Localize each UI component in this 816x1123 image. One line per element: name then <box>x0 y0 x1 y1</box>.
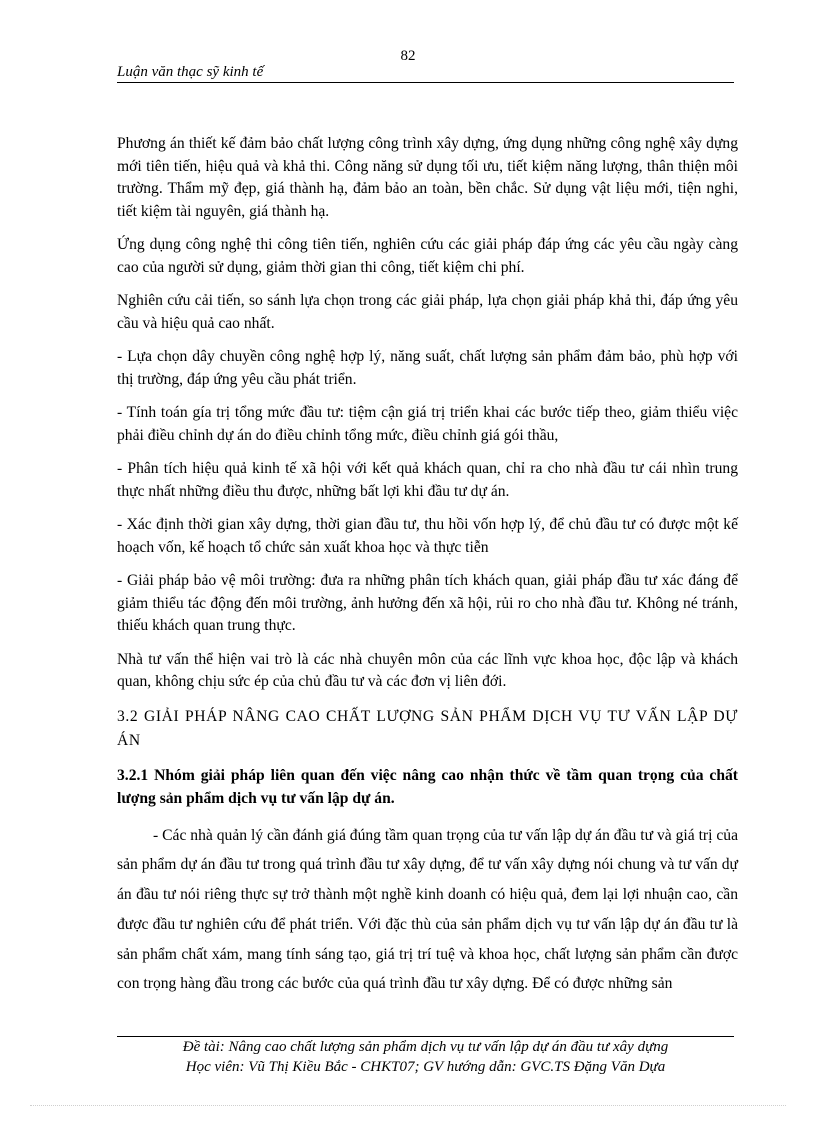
page-number: 82 <box>400 48 416 64</box>
paragraph-research-solutions: Nghiên cứu cải tiến, so sánh lựa chọn trong các giải pháp, lựa chọn giải pháp khả thi, đáp ứng yêu cầu và hiệu quả cao nhất. <box>117 292 738 332</box>
section-heading: 3.2 GIẢI PHÁP NÂNG CAO CHẤT LƯỢNG SẢN PHẨM DỊCH VỤ TƯ VẤN LẬP DỰ ÁN <box>117 707 738 749</box>
paragraph-construction-tech: Ứng dụng công nghệ thi công tiên tiến, nghiên cứu các giải pháp đáp ứng các yêu cầu ngày càng cao của người sử dụng, giảm thời gian thi công, tiết kiệm chi phí. <box>117 236 738 276</box>
paragraph-managers: - Các nhà quản lý cần đánh giá đúng tầm quan trọng của tư vấn lập dự án đầu tư và giá trị của sản phẩm dự án đầu tư trong quá trình đầu tư xây dựng, để tư vấn xây dựng nói chung và tư vấn dự án đầu tư nói riêng thực sự trở thành một nghề kinh doanh có hiệu quả, đem lại lợi nhuận cao, cần được đầu tư nghiên cứu để phát triển. Với đặc thù của sản phẩm dịch vụ tư vấn lập dự án đầu tư là sản phẩm chất xám, mang tính sáng tạo, giá trị trí tuệ và khoa học, chất lượng sản phẩm cần được con trọng hàng đầu trong các bước của quá trình đầu tư xây dựng. Để có được những sản <box>117 826 738 993</box>
paragraph-investment-value: - Tính toán gía trị tổng mức đầu tư: tiệm cận giá trị triển khai các bước tiếp theo, giảm thiểu việc phải điều chỉnh dự án do điều chỉnh tổng mức, điều chỉnh giá gói thầu, <box>117 404 738 444</box>
paragraph-tech-line: - Lựa chọn dây chuyền công nghệ hợp lý, năng suất, chất lượng sản phẩm đảm bảo, phù hợp với thị trường, đáp ứng yêu cầu phát triển. <box>117 348 738 388</box>
document-body <box>117 133 738 999</box>
paragraph-timeline: - Xác định thời gian xây dựng, thời gian đầu tư, thu hồi vốn hợp lý, để chủ đầu tư có được một kế hoạch vốn, kế hoạch tổ chức sản xuất khoa học và thực tiễn <box>117 516 738 556</box>
paragraph-design-plan: Phương án thiết kế đảm bảo chất lượng công trình xây dựng, ứng dụng những công nghệ xây dựng mới tiên tiến, hiệu quả và khả thi. Công năng sử dụng tối ưu, tiết kiệm năng lượng, thân thiện môi trường. Thẩm mỹ đẹp, giá thành hạ, đảm bảo an toàn, bền chắc. Sử dụng vật liệu mới, tiện nghi, tiết kiệm tài nguyên, giá thành hạ. <box>117 135 738 220</box>
paragraph-socioeconomic: - Phân tích hiệu quả kinh tế xã hội với kết quả khách quan, chỉ ra cho nhà đầu tư cái nhìn trung thực nhất những điều thu được, những bất lợi khi đầu tư dự án. <box>117 460 738 500</box>
paragraph-environment: - Giải pháp bảo vệ môi trường: đưa ra những phân tích khách quan, giải pháp đầu tư xác đáng để giảm thiểu tác động đến môi trường, ảnh hưởng đến xã hội, rủi ro cho nhà đầu tư. Không né tránh, thiếu khách quan trung thực. <box>117 572 738 634</box>
running-header-title: Luận văn thạc sỹ kinh tế <box>117 64 264 80</box>
subsection-heading: 3.2.1 Nhóm giải pháp liên quan đến việc nâng cao nhận thức về tầm quan trọng của chất lượng sản phẩm dịch vụ tư vấn lập dự án. <box>117 766 738 807</box>
footer-student-info: Học viên: Vũ Thị Kiều Bắc - CHKT07; GV hướng dẫn: GVC.TS Đặng Văn Dựa <box>185 1059 666 1075</box>
footer <box>117 1037 734 1077</box>
header-rule <box>117 82 734 83</box>
page-bottom-divider <box>30 1105 786 1106</box>
footer-topic: Đề tài: Nâng cao chất lượng sản phẩm dịch vụ tư vấn lập dự án đầu tư xây dựng <box>182 1039 669 1055</box>
paragraph-consultant-role: Nhà tư vấn thể hiện vai trò là các nhà chuyên môn của các lĩnh vực khoa học, độc lập và khách quan, không chịu sức ép của chủ đầu tư và các đơn vị liên đới. <box>117 650 738 690</box>
